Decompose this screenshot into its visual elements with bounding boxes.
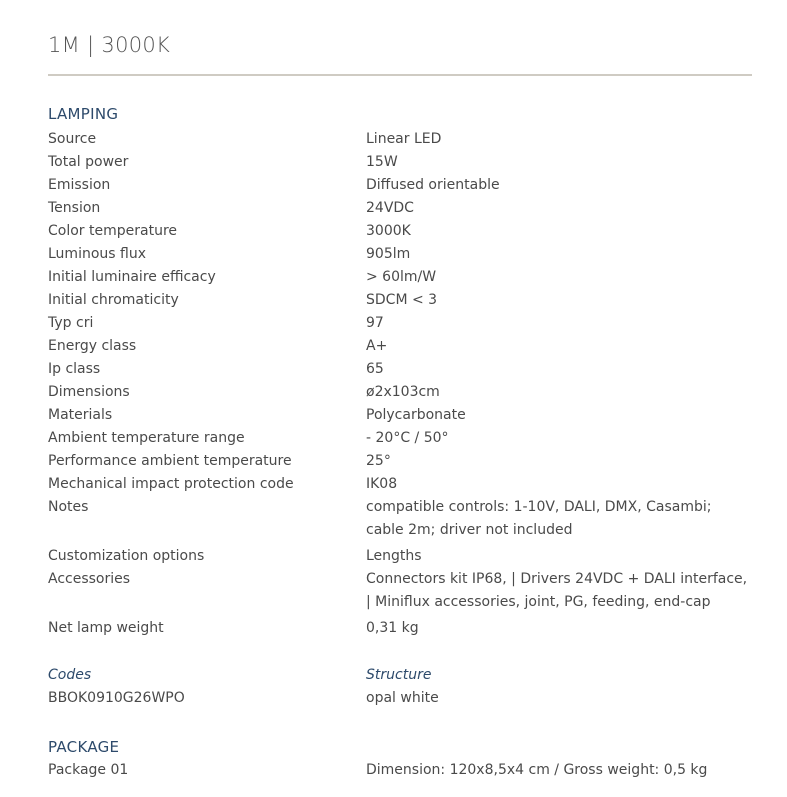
product-code: BBOK0910G26WPO — [48, 690, 185, 706]
spec-value: 97 — [366, 315, 384, 331]
spec-value: A+ — [366, 338, 388, 354]
spec-label: Tension — [48, 200, 101, 216]
spec-value: - 20°C / 50° — [366, 430, 449, 446]
spec-label: Luminous flux — [48, 246, 146, 262]
spec-label: Source — [48, 131, 97, 147]
spec-label: Dimensions — [48, 384, 130, 400]
spec-label: Total power — [48, 154, 129, 170]
package-label: Package 01 — [48, 762, 129, 778]
spec-label: Customization options — [48, 548, 205, 564]
spec-label: Ip class — [48, 361, 101, 377]
spec-value: 25° — [366, 453, 391, 469]
package-dimensions: Dimension: 120x8,5x4 cm / Gross weight: 0,5 kg — [366, 762, 708, 778]
codes-heading: Codes — [48, 667, 92, 683]
spec-label: Color temperature — [48, 223, 178, 239]
spec-label: Mechanical impact protection code — [48, 476, 294, 492]
lamping-heading: LAMPING — [48, 105, 119, 123]
spec-value: Lengths — [366, 548, 422, 564]
spec-value: Polycarbonate — [366, 407, 466, 423]
spec-label: Net lamp weight — [48, 620, 164, 636]
spec-label: Materials — [48, 407, 113, 423]
structure-value: opal white — [366, 690, 439, 706]
spec-value: ø2x103cm — [366, 384, 440, 400]
spec-value: compatible controls: 1-10V, DALI, DMX, Casambi; cable 2m; driver not included — [366, 499, 712, 538]
spec-label: Initial chromaticity — [48, 292, 179, 308]
spec-value: 0,31 kg — [366, 620, 419, 636]
page-title: 1M | 3000K — [48, 33, 171, 57]
spec-value: Connectors kit IP68, | Drivers 24VDC + DALI interface, | Miniflux accessories, joint, PG, feeding, end-cap — [366, 571, 748, 610]
spec-label: Ambient temperature range — [48, 430, 245, 446]
spec-value: Diffused orientable — [366, 177, 500, 193]
spec-label: Typ cri — [48, 315, 94, 331]
spec-value: > 60lm/W — [366, 269, 437, 285]
title-divider — [48, 74, 752, 76]
spec-label: Notes — [48, 499, 89, 515]
spec-label: Performance ambient temperature — [48, 453, 292, 469]
spec-label: Emission — [48, 177, 111, 193]
spec-label: Energy class — [48, 338, 137, 354]
structure-heading: Structure — [366, 667, 432, 683]
spec-value: 905lm — [366, 246, 411, 262]
spec-value: 15W — [366, 154, 398, 170]
spec-value: 65 — [366, 361, 384, 377]
spec-value: 24VDC — [366, 200, 414, 216]
package-heading: PACKAGE — [48, 738, 120, 756]
spec-value: 3000K — [366, 223, 411, 239]
spec-value: Linear LED — [366, 131, 442, 147]
spec-label: Initial luminaire efficacy — [48, 269, 216, 285]
spec-value: IK08 — [366, 476, 398, 492]
spec-label: Accessories — [48, 571, 131, 587]
spec-value: SDCM < 3 — [366, 292, 438, 308]
